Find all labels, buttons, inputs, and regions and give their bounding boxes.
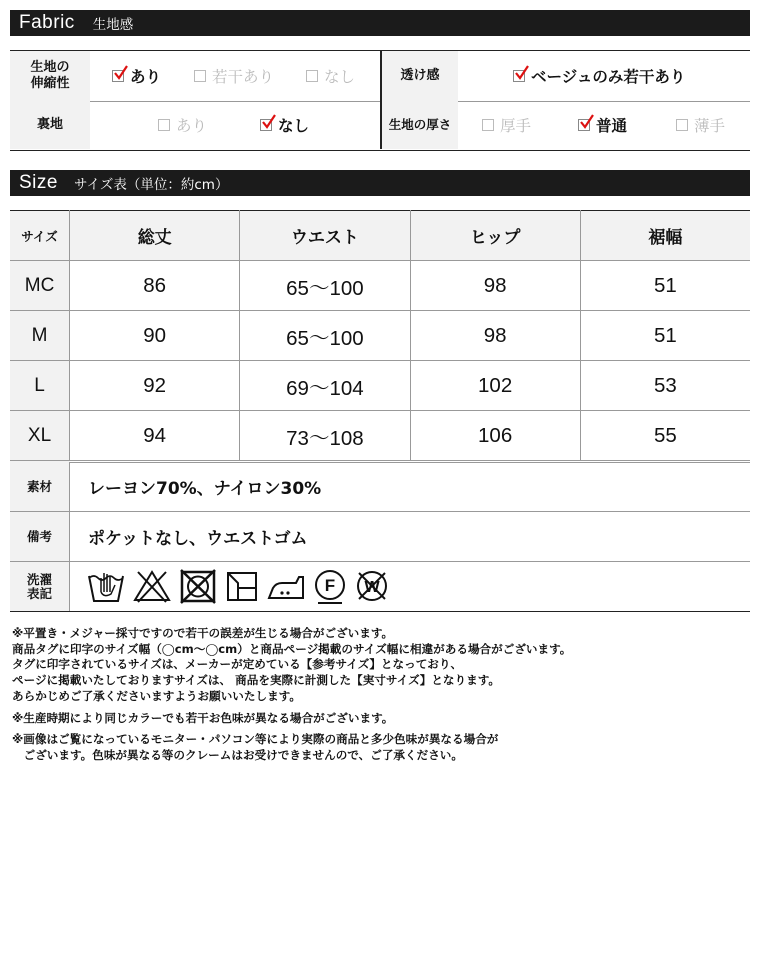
cell-waist: 73〜108 <box>240 411 410 462</box>
stretch-option-slight-label: 若干あり <box>212 68 275 86</box>
dry-clean-f-icon <box>312 568 348 606</box>
stretch-label-line2: 伸縮性 <box>30 76 70 91</box>
cell-waist: 69〜104 <box>240 361 410 411</box>
sheer-option-label: ベージュのみ若干あり <box>531 68 686 86</box>
cell-hip: 98 <box>410 261 580 311</box>
note-line: ※画像はご覧になっているモニター・パソコン等により実際の商品と多少色味が異なる場合が <box>12 732 499 747</box>
note-line: ございます。色味が異なる等のクレームはお受けできませんので、ご了承ください。 <box>12 747 463 762</box>
notes-label: 備考 <box>10 512 70 561</box>
sheer-option <box>513 65 685 87</box>
info-table <box>10 462 750 612</box>
row-size-label: XL <box>10 411 70 462</box>
care-icons <box>86 568 390 606</box>
no-tumble-dry-icon <box>178 568 218 604</box>
lining-option-yes <box>158 114 207 136</box>
row-size-label: M <box>10 311 70 361</box>
size-title: Size <box>19 172 58 193</box>
cell-length: 90 <box>70 311 240 361</box>
stretch-option-none-label: なし <box>324 68 356 86</box>
col-header-size: サイズ <box>10 211 70 261</box>
checkbox-checked-icon <box>260 119 272 131</box>
material-row <box>10 462 750 512</box>
cell-hem-width: 51 <box>580 261 750 311</box>
lining-label <box>10 101 90 149</box>
stretch-option-none <box>306 65 355 87</box>
notes-value: ポケットなし、ウエストゴム <box>88 529 308 549</box>
care-row <box>10 562 750 612</box>
cell-hem-width: 51 <box>580 311 750 361</box>
checkbox-checked-icon <box>112 70 124 82</box>
cell-hip: 102 <box>410 361 580 411</box>
cell-waist: 65〜100 <box>240 261 410 311</box>
hand-wash-icon <box>86 568 126 604</box>
care-label-line1: 洗濯 <box>26 571 52 587</box>
table-row <box>10 261 750 311</box>
cell-hip: 98 <box>410 311 580 361</box>
fabric-row-2 <box>10 101 750 149</box>
line-dry-shade-icon <box>224 568 260 604</box>
note-line: 商品タグに印字のサイズ幅（◯cm〜◯cm）と商品ページ掲載のサイズ幅に相違がある場合がございます。 <box>12 641 572 656</box>
checkbox-empty-icon <box>158 119 170 131</box>
checkbox-checked-icon <box>578 119 590 131</box>
cell-hem-width: 53 <box>580 361 750 411</box>
cell-hip: 106 <box>410 411 580 462</box>
thickness-option-thin <box>676 114 725 136</box>
care-label <box>10 562 70 611</box>
note-line: ※生産時期により同じカラーでも若干お色味が異なる場合がございます。 <box>12 710 394 725</box>
fabric-title: Fabric <box>19 12 75 33</box>
stretch-label <box>10 51 90 101</box>
size-section-header <box>10 170 750 196</box>
lining-option-no <box>260 114 309 136</box>
checkbox-empty-icon <box>676 119 688 131</box>
thickness-option-normal-label: 普通 <box>596 117 628 135</box>
wet-clean-letter: W <box>364 579 380 596</box>
material-value: レーヨン70%、ナイロン30% <box>88 479 322 499</box>
note-line: タグに印字されているサイズは、メーカーが定めている【参考サイズ】となっており、 <box>12 657 463 672</box>
thickness-label <box>382 101 458 149</box>
col-header-hip: ヒップ <box>410 211 580 261</box>
lining-option-no-label: なし <box>278 117 310 135</box>
size-subtitle: サイズ表（単位：約cm） <box>73 177 229 193</box>
thickness-option-thick <box>482 114 531 136</box>
sheer-label-text: 透け感 <box>400 68 440 83</box>
material-label: 素材 <box>10 462 70 511</box>
sheer-label <box>382 51 458 101</box>
fabric-section-header <box>10 10 750 36</box>
stretch-option-yes-label: あり <box>130 68 162 86</box>
fabric-row-1 <box>10 51 750 102</box>
checkbox-empty-icon <box>306 70 318 82</box>
col-header-hem-width: 裾幅 <box>580 211 750 261</box>
table-row <box>10 311 750 361</box>
cell-waist: 65〜100 <box>240 311 410 361</box>
cell-length: 86 <box>70 261 240 311</box>
table-row <box>10 361 750 411</box>
cell-hem-width: 55 <box>580 411 750 462</box>
col-header-length: 総丈 <box>70 211 240 261</box>
no-bleach-icon <box>132 568 172 604</box>
dry-clean-letter: F <box>324 576 336 595</box>
fabric-table <box>10 50 750 151</box>
iron-low-icon <box>266 568 306 604</box>
fabric-subtitle: 生地感 <box>92 17 134 33</box>
stretch-label-line1: 生地の <box>30 60 70 75</box>
size-table <box>10 210 750 463</box>
checkbox-empty-icon <box>194 70 206 82</box>
size-table-header <box>10 211 750 261</box>
note-line: ※平置き・メジャー採寸ですので若干の誤差が生じる場合がございます。 <box>12 626 394 640</box>
thickness-option-thick-label: 厚手 <box>500 117 532 135</box>
stretch-option-slight <box>194 65 274 87</box>
care-label-line2: 表記 <box>26 585 52 601</box>
col-header-waist: ウエスト <box>240 211 410 261</box>
row-size-label: MC <box>10 261 70 311</box>
no-wet-clean-icon <box>354 568 390 604</box>
stretch-option-yes <box>112 65 161 87</box>
row-size-label: L <box>10 361 70 411</box>
thickness-option-thin-label: 薄手 <box>694 117 726 135</box>
lining-label-text: 裏地 <box>36 117 63 132</box>
thickness-option-normal <box>578 114 627 136</box>
notes-row <box>10 512 750 562</box>
cell-length: 94 <box>70 411 240 462</box>
disclaimer-notes <box>12 626 571 764</box>
lining-option-yes-label: あり <box>176 117 208 135</box>
note-line: ページに掲載いたしておりますサイズは、 商品を実際に計測した【実寸サイズ】となります。 <box>12 673 500 688</box>
checkbox-checked-icon <box>513 70 525 82</box>
cell-length: 92 <box>70 361 240 411</box>
thickness-label-text: 生地の厚さ <box>388 117 452 132</box>
note-line: あらかじめご了承くださいますようお願いいたします。 <box>12 688 301 703</box>
table-row <box>10 411 750 462</box>
checkbox-empty-icon <box>482 119 494 131</box>
